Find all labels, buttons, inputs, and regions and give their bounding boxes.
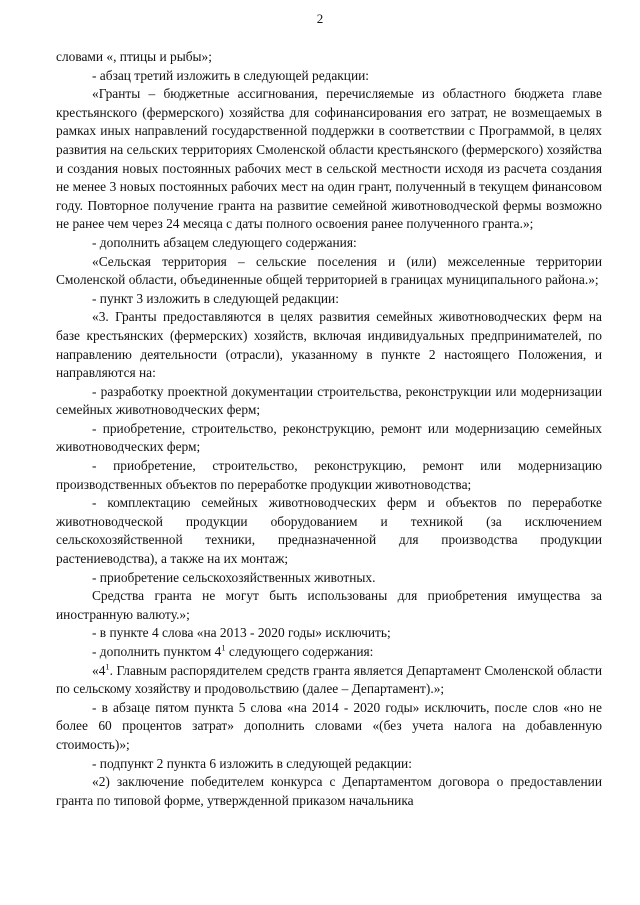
text-run: следующего содержания: xyxy=(225,644,374,659)
paragraph-add-point-4-1 xyxy=(56,643,602,662)
paragraph: «3. Гранты предоставляются в целях развития семейных животноводческих ферм на базе крестьянских (фермерских) хозяйств, включая индивидуальных предпринимателей, по направлению деятельности (отрасли), указанному в пункте 2 настоящего Положения, и направляются на: xyxy=(56,309,602,381)
paragraph: - подпункт 2 пункта 6 изложить в следующей редакции: xyxy=(92,755,412,771)
superscript: 1 xyxy=(105,661,110,672)
text-run: «4 xyxy=(92,662,106,678)
paragraph: «Гранты – бюджетные ассигнования, перечисляемые из областного бюджета главе крестьянского (фермерского) хозяйства для софинансирования его затрат, не возмещаемых в рамках иных направлений государственной поддержки в соответствии с Программой, в целях развития на сельских территориях Смоленской области крестьянского (фермерского) хозяйства и создания новых постоянных рабочих мест в сельской местности исходя из расчета создания не менее 3 новых постоянных рабочих мест на один грант, полученный в текущем финансовом году. Повторное получение гранта на развитие семейной животноводческой фермы возможно не ранее чем через 24 месяца с даты полного освоения ранее полученного гранта.»; xyxy=(56,86,602,232)
paragraph: - приобретение, строительство, реконструкцию, ремонт или модернизацию производственных объектов по переработке продукции животноводства; xyxy=(56,458,602,492)
paragraph: - дополнить абзацем следующего содержания: xyxy=(92,234,357,250)
paragraph: - пункт 3 изложить в следующей редакции: xyxy=(92,290,339,306)
paragraph: - приобретение, строительство, реконструкцию, ремонт или модернизацию семейных животноводческих ферм; xyxy=(56,420,602,455)
paragraph: «2) заключение победителем конкурса с Департаментом договора о предоставлении гранта по типовой форме, утвержденной приказом начальника xyxy=(56,774,602,808)
paragraph: - в абзаце пятом пункта 5 слова «на 2014 - 2020 годы» исключить, после слов «но не более 60 процентов затрат» дополнить словами «(без учета налога на добавленную стоимость)»; xyxy=(56,699,602,752)
text-run: . Главным распорядителем средств гранта является Департамент Смоленской области по сельскому хозяйству и продовольствию (далее – Департамент).»; xyxy=(56,662,602,697)
page-number: 2 xyxy=(316,11,324,26)
paragraph: - приобретение сельскохозяйственных животных. xyxy=(92,569,376,585)
paragraph-point-4-1 xyxy=(56,662,602,699)
text-run: - дополнить пунктом 4 xyxy=(92,644,222,659)
paragraph-group-tail xyxy=(56,699,602,811)
paragraph: - в пункте 4 слова «на 2013 - 2020 годы» исключить; xyxy=(92,625,391,641)
paragraph: Средства гранта не могут быть использованы для приобретения имущества за иностранную валюту.»; xyxy=(56,588,602,622)
paragraph: словами «, птицы и рыбы»; xyxy=(56,49,212,64)
paragraph: «Сельская территория – сельские поселения и (или) межселенные территории Смоленской области, объединенные общей территорией в границах муниципального района.»; xyxy=(56,253,602,288)
paragraph-group-head xyxy=(56,48,602,643)
document-body xyxy=(56,48,602,810)
paragraph: - комплектацию семейных животноводческих ферм и объектов по переработке животноводческой продукции оборудованием и техникой (за исключением сельскохозяйственной техники, предназначенной для производства продукции растениеводства), а также на их монтаж; xyxy=(56,495,602,567)
superscript: 1 xyxy=(221,642,226,653)
paragraph: - абзац третий изложить в следующей редакции: xyxy=(92,67,370,83)
paragraph: - разработку проектной документации строительства, реконструкции или модернизации семейных животноводческих ферм; xyxy=(56,383,602,418)
